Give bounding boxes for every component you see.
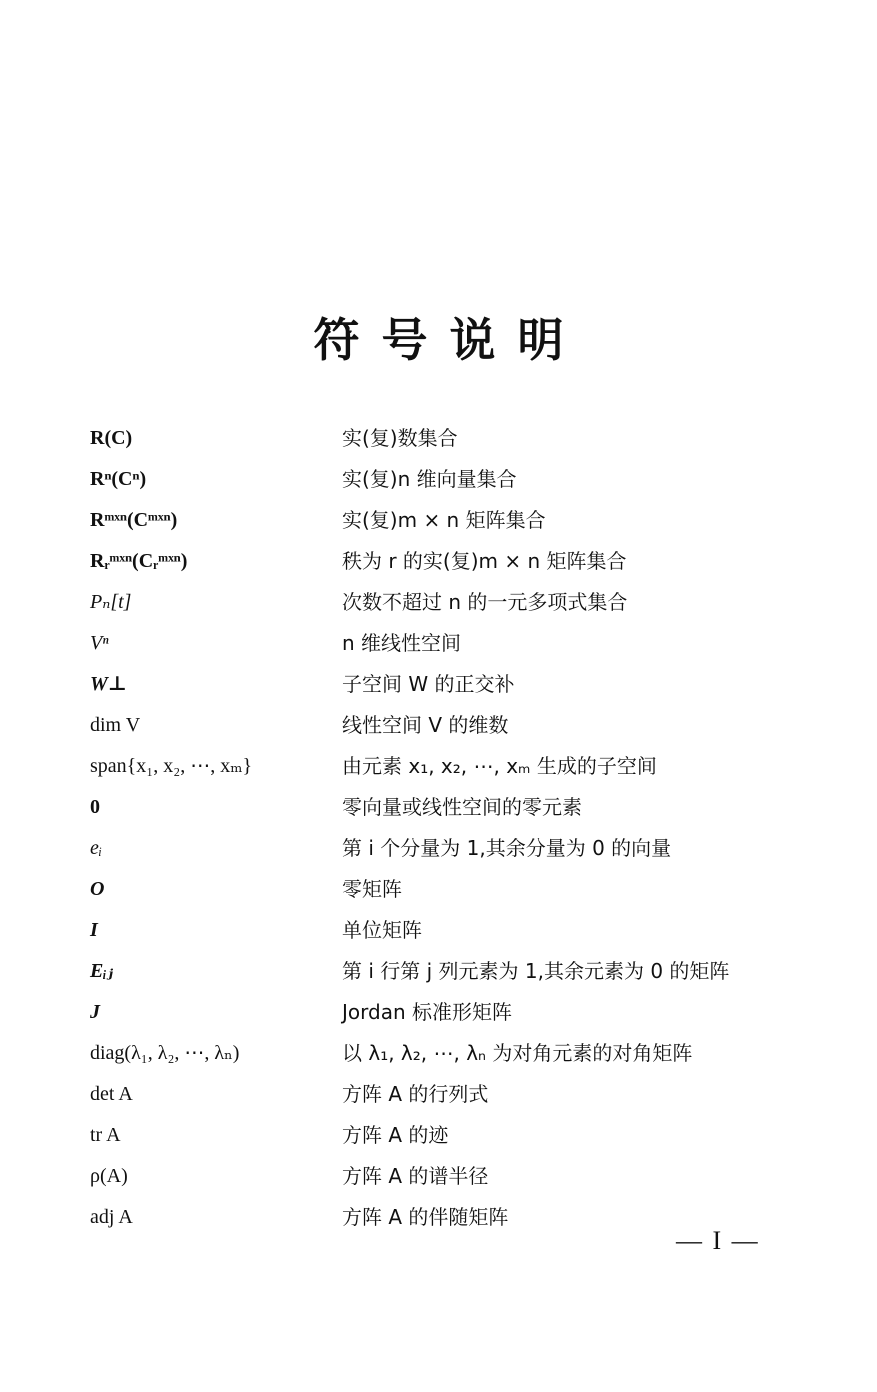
notation-symbol: adj A	[90, 1206, 133, 1228]
notation-symbol: tr A	[90, 1124, 121, 1146]
notation-symbol: Rᵣᵐˣⁿ(Cᵣᵐˣⁿ)	[90, 550, 188, 572]
notation-symbol: Pₙ[t]	[90, 591, 132, 613]
notation-description: 实(复)m × n 矩阵集合	[342, 508, 546, 532]
notation-row	[90, 461, 830, 502]
notation-row	[90, 543, 830, 584]
notation-symbol: J	[90, 1001, 100, 1023]
notation-description: 实(复)n 维向量集合	[342, 467, 517, 491]
page-number: — I —	[676, 1226, 760, 1255]
notation-symbol: Eᵢⱼ	[90, 960, 113, 982]
notation-symbol: span{x₁, x₂, ⋯, xₘ}	[90, 755, 253, 777]
notation-row	[90, 748, 830, 789]
notation-description: 线性空间 V 的维数	[342, 713, 509, 737]
notation-symbol: diag(λ₁, λ₂, ⋯, λₙ)	[90, 1042, 240, 1064]
notation-row	[90, 994, 830, 1035]
notation-row	[90, 830, 830, 871]
notation-row	[90, 953, 830, 994]
notation-row	[90, 502, 830, 543]
notation-symbol: dim V	[90, 714, 141, 736]
notation-symbol: Vⁿ	[90, 632, 109, 654]
notation-row	[90, 789, 830, 830]
notation-row	[90, 1158, 830, 1199]
notation-symbol: 0	[90, 796, 100, 818]
notation-symbol: R(C)	[90, 427, 133, 449]
notation-symbol: Rᵐˣⁿ(Cᵐˣⁿ)	[90, 509, 178, 531]
notation-list	[90, 420, 830, 1240]
notation-description: 方阵 A 的迹	[342, 1123, 449, 1147]
notation-description: 第 i 个分量为 1,其余分量为 0 的向量	[342, 836, 672, 860]
notation-description: 零矩阵	[342, 877, 402, 901]
notation-row	[90, 912, 830, 953]
notation-description: 方阵 A 的伴随矩阵	[342, 1205, 509, 1229]
notation-description: 次数不超过 n 的一元多项式集合	[342, 590, 628, 614]
notation-row	[90, 625, 830, 666]
notation-symbol: O	[90, 878, 105, 900]
notation-row	[90, 420, 830, 461]
notation-row	[90, 707, 830, 748]
notation-description: n 维线性空间	[342, 631, 462, 655]
notation-description: 以 λ₁, λ₂, ⋯, λₙ 为对角元素的对角矩阵	[342, 1041, 693, 1065]
notation-description: 子空间 W 的正交补	[342, 672, 515, 696]
notation-symbol: Rⁿ(Cⁿ)	[90, 468, 147, 490]
notation-row	[90, 1035, 830, 1076]
notation-description: 第 i 行第 j 列元素为 1,其余元素为 0 的矩阵	[342, 959, 730, 983]
notation-description: 秩为 r 的实(复)m × n 矩阵集合	[342, 549, 627, 573]
notation-description: 实(复)数集合	[342, 426, 458, 450]
notation-symbol: I	[90, 919, 98, 941]
notation-description: 单位矩阵	[342, 918, 422, 942]
page-title: 符号说明	[313, 313, 586, 367]
notation-description: 方阵 A 的行列式	[342, 1082, 489, 1106]
notation-symbol: W⊥	[90, 673, 127, 695]
notation-description: 由元素 x₁, x₂, ⋯, xₘ 生成的子空间	[342, 754, 657, 778]
notation-symbol: ρ(A)	[90, 1165, 128, 1187]
notation-row	[90, 871, 830, 912]
notation-row	[90, 666, 830, 707]
notation-symbol: det A	[90, 1083, 133, 1105]
notation-description: 零向量或线性空间的零元素	[342, 795, 582, 819]
notation-symbol: eᵢ	[90, 837, 103, 859]
notation-row	[90, 1076, 830, 1117]
notation-description: Jordan 标准形矩阵	[342, 1000, 512, 1024]
notation-row	[90, 584, 830, 625]
notation-row	[90, 1117, 830, 1158]
notation-description: 方阵 A 的谱半径	[342, 1164, 489, 1188]
